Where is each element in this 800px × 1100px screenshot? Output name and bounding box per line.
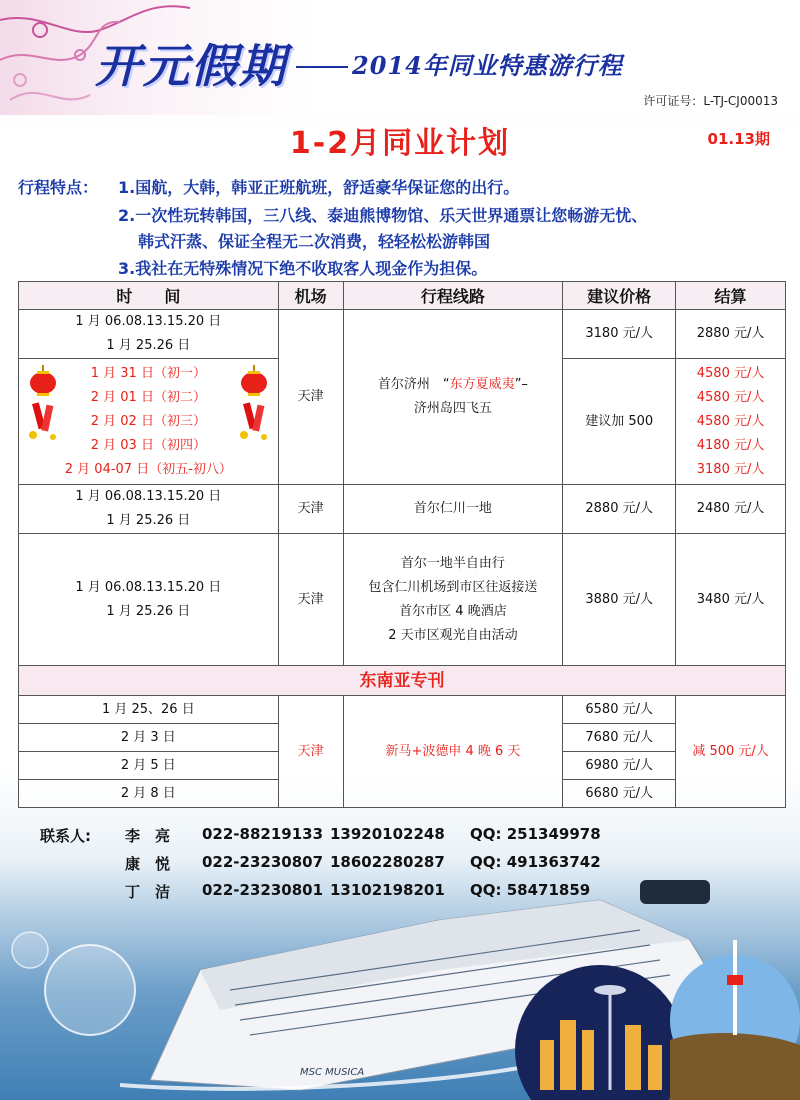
route-highlight: 东方夏威夷 (449, 377, 515, 392)
itinerary-table (18, 281, 786, 808)
bubble-icon (12, 932, 48, 968)
contact-qq: QQ: 58471859 (470, 881, 591, 899)
settle-cell: 2480 元/人 (676, 485, 786, 534)
header-banner (0, 0, 800, 115)
price-cell: 6980 元/人 (563, 752, 676, 780)
date-line: 1 月 06.08.13.15.20 日 (75, 489, 222, 504)
settle-cell: 2880 元/人 (676, 310, 786, 359)
contact-name: 丁 洁 (125, 883, 171, 901)
contact-tel: 022-23230807 (202, 853, 324, 871)
contact-tel: 022-88219133 (202, 825, 324, 843)
date-line: 1 月 06.08.13.15.20 日 (75, 314, 222, 329)
airport-cell: 天津 (278, 485, 343, 534)
col-header-time: 时 间 (19, 282, 279, 310)
contact-name: 李 亮 (125, 827, 171, 845)
contact-name: 康 悦 (125, 855, 171, 873)
settle-line: 4580 元/人 (696, 413, 765, 429)
date-cell (19, 485, 279, 534)
issue-number: 01.13期 (707, 130, 770, 148)
contact-qq: QQ: 251349978 (470, 825, 601, 843)
settle-line: 4180 元/人 (696, 437, 765, 453)
brand-title: 开元假期 (95, 39, 287, 93)
cruise-ship-scene (0, 880, 800, 1100)
date-line: 1 月 25.26 日 (106, 603, 191, 619)
lantern-firecracker-icon (25, 365, 61, 445)
price-cell: 建议加 500 (563, 359, 676, 485)
date-cell: 2 月 8 日 (19, 780, 279, 808)
col-header-price: 建议价格 (563, 282, 676, 310)
feature-line-3: 3.我社在无特殊情况下绝不收取客人现金作为担保。 (118, 259, 488, 278)
col-header-airport: 机场 (278, 282, 343, 310)
route-text: 济州岛四飞五 (413, 401, 492, 416)
col-header-settle: 结算 (676, 282, 786, 310)
route-cell (343, 310, 563, 485)
table-header-row (19, 282, 786, 310)
date-cell: 2 月 3 日 (19, 724, 279, 752)
settle-cell: 3480 元/人 (676, 534, 786, 666)
features-label: 行程特点： (18, 178, 99, 197)
license-number: 许可证号：L-TJ-CJ00013 (643, 94, 778, 108)
airport-cell: 天津 (278, 696, 343, 808)
feature-line-1: 1.国航，大韩，韩亚正班航班，舒适豪华保证您的出行。 (118, 178, 520, 197)
contact-mobile: 13102198201 (330, 881, 445, 899)
brand-subtitle: 2014年同业特惠游行程 (352, 51, 623, 80)
section-title: 东南亚专刊 (19, 666, 786, 696)
price-cell: 6580 元/人 (563, 696, 676, 724)
route-text: 首尔济州 “ (377, 377, 450, 392)
date-cell (19, 534, 279, 666)
date-line: 2 月 03 日（初四） (90, 437, 206, 453)
lantern-firecracker-icon (236, 365, 272, 445)
table-row (19, 696, 786, 724)
date-line: 1 月 06.08.13.15.20 日 (75, 579, 222, 595)
settle-cell: 减 500 元/人 (676, 696, 786, 808)
price-cell: 6680 元/人 (563, 780, 676, 808)
date-cell: 2 月 5 日 (19, 752, 279, 780)
price-cell: 3180 元/人 (563, 310, 676, 359)
airport-cell: 天津 (278, 534, 343, 666)
route-line: 首尔市区 4 晚酒店 (399, 603, 507, 619)
date-cell (19, 310, 279, 359)
contact-tel: 022-23230801 (202, 881, 324, 899)
date-line: 1 月 31 日（初一） (90, 365, 206, 381)
contact-qq: QQ: 491363742 (470, 853, 601, 871)
settle-line: 4580 元/人 (696, 365, 765, 381)
n-seoul-tower-icon (727, 975, 743, 985)
settle-cell (676, 359, 786, 485)
table-row (19, 534, 786, 666)
date-line: 2 月 04-07 日（初五-初八） (64, 461, 232, 477)
feature-line-2b: 韩式汗蒸、保证全程无二次消费，轻轻松松游韩国 (138, 232, 491, 251)
route-text: ”– (514, 377, 528, 392)
table-row (19, 310, 786, 359)
route-cell: 新马+波德申 4 晚 6 天 (343, 696, 563, 808)
spring-dates-cell (19, 359, 279, 485)
price-cell: 3880 元/人 (563, 534, 676, 666)
contact-mobile: 13920102248 (330, 825, 445, 843)
date-cell: 1 月 25、26 日 (19, 696, 279, 724)
space-needle-icon (594, 985, 626, 995)
price-cell: 2880 元/人 (563, 485, 676, 534)
ship-name: MSC MUSICA (300, 1067, 365, 1078)
route-cell (343, 534, 563, 666)
section-row (19, 666, 786, 696)
ship-funnel-icon (640, 880, 710, 904)
plan-title: 1-2月同业计划 (289, 126, 511, 161)
date-line: 2 月 02 日（初三） (90, 413, 206, 429)
settle-line: 4580 元/人 (696, 389, 765, 405)
route-line: 首尔一地半自由行 (400, 555, 505, 571)
date-line: 2 月 01 日（初二） (90, 389, 206, 405)
contact-label: 联系人: (40, 827, 91, 845)
route-cell: 首尔仁川一地 (343, 485, 563, 534)
bubble-icon (45, 945, 135, 1035)
airport-cell: 天津 (278, 310, 343, 485)
title-dash (296, 66, 348, 68)
col-header-route: 行程线路 (343, 282, 563, 310)
price-cell: 7680 元/人 (563, 724, 676, 752)
feature-line-2a: 2.一次性玩转韩国，三八线、泰迪熊博物馆、乐天世界通票让您畅游无忧、 (118, 206, 648, 225)
table-row (19, 485, 786, 534)
contact-mobile: 18602280287 (330, 853, 445, 871)
route-line: 2 天市区观光自由活动 (388, 627, 518, 643)
route-line: 包含仁川机场到市区往返接送 (368, 579, 538, 595)
settle-line: 3180 元/人 (696, 461, 765, 477)
date-line: 1 月 25.26 日 (106, 338, 191, 353)
date-line: 1 月 25.26 日 (106, 513, 191, 528)
